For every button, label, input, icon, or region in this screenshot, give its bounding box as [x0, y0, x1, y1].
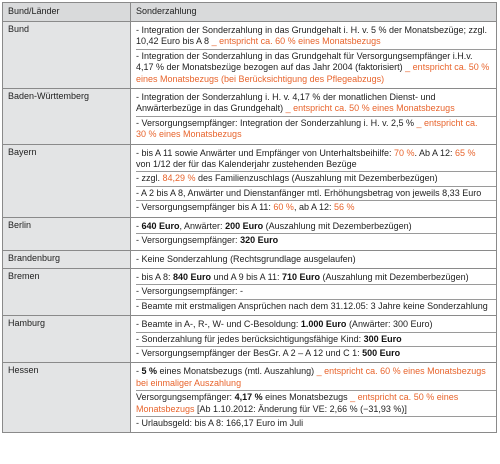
bold-amount: 640 Euro — [141, 220, 180, 231]
table-row — [3, 89, 497, 145]
table-header-row — [3, 3, 497, 22]
table-row — [3, 217, 497, 250]
detail-text: [Ab 1.10.2012: Änderung für VE: 2,66 % (−31,93 %)] — [194, 403, 407, 414]
detail-text: (Auszahlung mit Dezemberbezügen) — [263, 220, 412, 231]
table-row — [3, 22, 497, 89]
detail-line — [136, 391, 496, 417]
bold-amount: 200 Euro — [225, 220, 264, 231]
table-body — [3, 22, 497, 433]
header-bund-laender: Bund/Länder — [3, 3, 131, 22]
bold-amount: 4,17 % — [234, 392, 263, 403]
bold-amount: 710 Euro — [281, 271, 320, 282]
detail-line — [136, 220, 496, 234]
detail-text: - Beamte mit erstmaligen Ansprüchen nach dem 31.12.05: 3 Jahre keine Sonderzahlung — [136, 300, 488, 311]
sonderzahlung-detail-cell — [131, 250, 497, 268]
detail-text: eines Monatsbezugs — [262, 392, 351, 403]
highlight-text: _ entspricht ca. 50 % eines Monatsbezugs (bei Berücksichtigung des Pflegeabzugs) — [136, 62, 490, 84]
highlight-text: _ entspricht ca. 60 % eines Monatsbezugs bei einmaliger Auszahlung — [136, 366, 486, 388]
detail-text: (Auszahlung mit Dezemberbezügen) — [320, 271, 469, 282]
detail-text: - Versorgungsempfänger bis A 11: — [136, 202, 274, 213]
detail-line — [136, 24, 496, 50]
detail-text: - Integration der Sonderzahlung i. H. v. 4,17 % der monatlichen Dienst- und Anwärterbezüge in das Grundgehalt) — [136, 92, 436, 114]
detail-line — [136, 201, 496, 214]
detail-line — [136, 234, 496, 247]
detail-line — [136, 318, 496, 332]
detail-text: - — [136, 366, 142, 377]
detail-text: - Keine Sonderzahlung (Rechtsgrundlage ausgelaufen) — [136, 253, 356, 264]
detail-text: - Beamte in A-, R-, W- und C-Besoldung: — [136, 319, 301, 330]
highlight-text: 56 % — [333, 202, 355, 213]
sonderzahlung-detail-cell — [131, 22, 497, 89]
land-name-cell: Hamburg — [3, 316, 131, 363]
detail-line — [136, 333, 496, 347]
land-name-cell: Baden-Württemberg — [3, 89, 131, 145]
detail-line — [136, 187, 496, 201]
detail-text: - A 2 bis A 8, Anwärter und Dienstanfänger mtl. Erhöhungsbetrag von jeweils 8,33 Euro — [136, 187, 482, 198]
highlight-text: 65 % — [455, 147, 476, 158]
land-name-cell: Hessen — [3, 363, 131, 433]
bold-amount: 300 Euro — [363, 333, 402, 344]
detail-line — [136, 271, 496, 285]
detail-line — [136, 285, 496, 299]
detail-text: - Integration der Sonderzahlung in das Grundgehalt i. H. v. 5 % der Monatsbezüge; zzgl. 10,42 Euro bis A 8 — [136, 25, 488, 47]
detail-text: eines Monatsbezugs (mtl. Auszahlung) — [157, 366, 317, 377]
detail-text: - Versorgungsempfänger der BesGr. A 2 – A 12 und C 1: — [136, 347, 363, 358]
bold-amount: 500 Euro — [362, 347, 401, 358]
detail-text: und A 9 bis A 11: — [211, 271, 282, 282]
detail-text: - Urlaubsgeld: bis A 8: 166,17 Euro im Juli — [136, 417, 304, 428]
land-name-cell: Bayern — [3, 144, 131, 217]
detail-text: - bis A 11 sowie Anwärter und Empfänger von Unterhaltsbeihilfe: — [136, 147, 394, 158]
table-row — [3, 250, 497, 268]
highlight-text: _ entspricht ca. 50 % eines Monatsbezugs — [285, 103, 455, 114]
table-row — [3, 316, 497, 363]
land-name-cell: Brandenburg — [3, 250, 131, 268]
detail-line — [136, 347, 496, 360]
table-row — [3, 363, 497, 433]
detail-text: - Versorgungsempfänger: Integration der Sonderzahlung i. H. v. 2,5 % — [136, 117, 417, 128]
sonderzahlung-detail-cell — [131, 363, 497, 433]
table-row — [3, 268, 497, 315]
detail-text: von 1/12 der für das Kalenderjahr zustehenden Bezüge — [136, 159, 357, 170]
bold-amount: 1.000 Euro — [300, 319, 347, 330]
detail-text: - Sonderzahlung für jedes berücksichtigungsfähige Kind: — [136, 333, 364, 344]
sonderzahlung-detail-cell — [131, 268, 497, 315]
highlight-text: _ entspricht ca. 50 % eines Monatsbezugs — [136, 392, 459, 414]
detail-line — [136, 147, 496, 173]
detail-text: - bis A 8: — [136, 271, 174, 282]
sonderzahlung-detail-cell — [131, 316, 497, 363]
bold-amount: 320 Euro — [240, 235, 279, 246]
detail-line — [136, 365, 496, 391]
detail-text: des Familienzuschlags (Auszahlung mit Dezemberbezügen) — [195, 173, 438, 184]
sonderzahlung-detail-cell — [131, 144, 497, 217]
detail-line — [136, 253, 496, 266]
detail-text: - Versorgungsempfänger: - — [136, 286, 244, 297]
detail-line — [136, 50, 496, 86]
table-row — [3, 144, 497, 217]
bold-amount: 840 Euro — [173, 271, 212, 282]
detail-line — [136, 117, 496, 142]
highlight-text: _ entspricht ca. 30 % eines Monatsbezugs — [136, 117, 478, 140]
detail-text: - Integration der Sonderzahlung in das Grundgehalt für Versorgungsempfänger i.H.v. 4,17 % der Monatsbezüge bezogen auf das Jahr 2004 (faktorisiert) — [136, 50, 473, 73]
detail-line — [136, 91, 496, 117]
sonderzahlung-detail-cell — [131, 89, 497, 145]
header-sonderzahlung: Sonderzahlung — [131, 3, 497, 22]
detail-text: - Versorgungsempfänger: — [136, 235, 241, 246]
detail-text: - — [136, 220, 142, 231]
sonderzahlung-detail-cell — [131, 217, 497, 250]
highlight-text: 70 % — [393, 147, 415, 158]
land-name-cell: Bund — [3, 22, 131, 89]
detail-text: , Anwärter: — [179, 220, 226, 231]
highlight-text: _ entspricht ca. 60 % eines Monatsbezugs — [211, 36, 381, 47]
detail-text: . Ab A 12: — [414, 147, 456, 158]
bold-amount: 5 % — [141, 366, 158, 377]
detail-line — [136, 300, 496, 313]
land-name-cell: Bremen — [3, 268, 131, 315]
land-name-cell: Berlin — [3, 217, 131, 250]
highlight-text: 60 % — [273, 202, 294, 213]
detail-text: - zzgl. — [136, 173, 163, 184]
detail-text: , ab A 12: — [293, 202, 334, 213]
highlight-text: 84,29 % — [162, 173, 196, 184]
sonderzahlung-table — [2, 2, 497, 433]
detail-line — [136, 417, 496, 430]
detail-text: (Anwärter: 300 Euro) — [346, 319, 433, 330]
detail-line — [136, 172, 496, 186]
detail-text: Versorgungsempfänger: — [136, 392, 235, 403]
